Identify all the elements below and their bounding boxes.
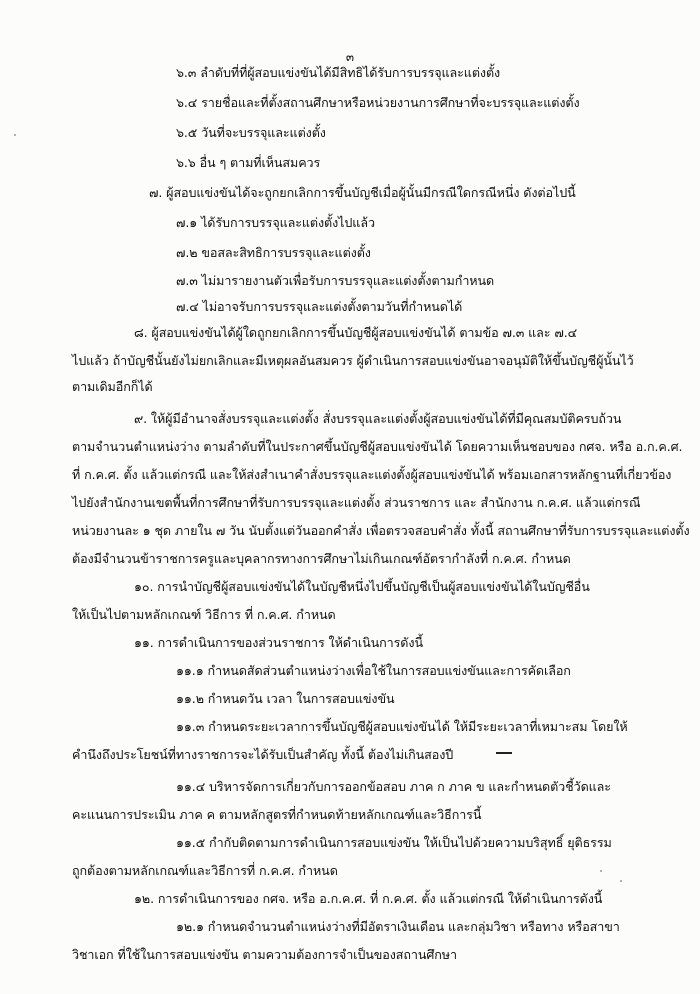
scan-speck [620, 880, 622, 882]
text-line: ถูกต้องตามหลักเกณฑ์และวิธีการที่ ก.ค.ศ. กำหนด [72, 863, 338, 878]
page-number: ๓ [345, 50, 355, 64]
text-line: ไปยังสำนักงานเขตพื้นที่การศึกษาที่รับการบรรจุและแต่งตั้ง ส่วนราชการ และ สำนักงาน ก.ค.ศ. แล้วแต่กรณี [72, 495, 641, 510]
text-line: ๖.๔ รายชื่อและที่ตั้งสถานศึกษาหรือหน่วยงานการศึกษาที่จะบรรจุและแต่งตั้ง [176, 95, 580, 110]
text-line: ตามเดิมอีกก็ได้ [72, 379, 153, 394]
scan-speck [14, 134, 16, 136]
text-line: ๑๒.๑ กำหนดจำนวนตำแหน่งว่างที่มีอัตราเงินเดือน และกลุ่มวิชา หรือทาง หรือสาขา [176, 919, 620, 934]
dash-mark [496, 752, 512, 754]
text-line: ๖.๓ ลำดับที่ที่ผู้สอบแข่งขันได้มีสิทธิได้รับการบรรจุและแต่งตั้ง [176, 65, 501, 80]
text-line: ให้เป็นไปตามหลักเกณฑ์ วิธีการ ที่ ก.ค.ศ. กำหนด [72, 607, 336, 622]
text-line: ๑๑.๕ กำกับติดตามการดำเนินการสอบแข่งขัน ให้เป็นไปด้วยความบริสุทธิ์ ยุติธรรม [176, 835, 612, 850]
text-line: ๑๑. การดำเนินการของส่วนราชการ ให้ดำเนินการดังนี้ [134, 635, 423, 650]
text-line: ๑๑.๑ กำหนดสัดส่วนตำแหน่งว่างเพื่อใช้ในการสอบแข่งขันและการคัดเลือก [176, 663, 571, 678]
text-line: ๗.๓ ไม่มารายงานตัวเพื่อรับการบรรจุและแต่งตั้งตามกำหนด [176, 273, 495, 288]
text-line: ๑๑.๔ บริหารจัดการเกี่ยวกับการออกข้อสอบ ภาค ก ภาค ข และกำหนดตัวชี้วัดและ [176, 779, 611, 794]
text-line: ที่ ก.ค.ศ. ตั้ง แล้วแต่กรณี และให้ส่งสำเนาคำสั่งบรรจุและแต่งตั้งผู้สอบแข่งขันได้ พร้อมเอกสารหลักฐานที่เกี่ยวข้อง [72, 467, 672, 482]
text-line: ตามจำนวนตำแหน่งว่าง ตามลำดับที่ในประกาศขึ้นบัญชีผู้สอบแข่งขันได้ โดยความเห็นชอบของ กศจ. หรือ อ.ก.ค.ศ. [72, 439, 683, 454]
text-line: ๘. ผู้สอบแข่งขันได้ผู้ใดถูกยกเลิกการขึ้นบัญชีผู้สอบแข่งขันได้ ตามข้อ ๗.๓ และ ๗.๔ [134, 325, 578, 340]
text-line: ๑๒. การดำเนินการของ กศจ. หรือ อ.ก.ค.ศ. ที่ ก.ค.ศ. ตั้ง แล้วแต่กรณี ให้ดำเนินการดังนี้ [134, 891, 603, 906]
text-line: ๗.๒ ขอสละสิทธิการบรรจุและแต่งตั้ง [176, 245, 371, 260]
text-line: ๖.๕ วันที่จะบรรจุและแต่งตั้ง [176, 125, 326, 140]
text-line: วิชาเอก ที่ใช้ในการสอบแข่งขัน ตามความต้องการจำเป็นของสถานศึกษา [72, 947, 457, 962]
text-line: ๑๑.๓ กำหนดระยะเวลาการขึ้นบัญชีผู้สอบแข่งขันได้ ให้มีระยะเวลาที่เหมาะสม โดยให้ [176, 719, 628, 734]
text-line: ๗.๔ ไม่อาจรับการบรรจุและแต่งตั้งตามวันที่กำหนดได้ [176, 299, 463, 314]
scan-speck [600, 870, 602, 872]
text-line: หน่วยงานละ ๑ ชุด ภายใน ๗ วัน นับตั้งแต่วันออกคำสั่ง เพื่อตรวจสอบคำสั่ง ทั้งนี้ สถานศึกษาที่รับการบรรจุและแต่งตั้ง [72, 523, 690, 538]
text-line: ๑๑.๒ กำหนดวัน เวลา ในการสอบแข่งขัน [176, 691, 395, 706]
text-line: ๙. ให้ผู้มีอำนาจสั่งบรรจุและแต่งตั้ง สั่งบรรจุและแต่งตั้งผู้สอบแข่งขันได้ที่มีคุณสมบัติครบถ้วน [134, 411, 622, 426]
text-line: ๗. ผู้สอบแข่งขันได้จะถูกยกเลิกการขึ้นบัญชีเมื่อผู้นั้นมีกรณีใดกรณีหนึ่ง ดังต่อไปนี้ [149, 185, 576, 200]
text-line: คะแนนการประเมิน ภาค ค ตามหลักสูตรที่กำหนดท้ายหลักเกณฑ์และวิธีการนี้ [72, 807, 482, 822]
text-line: ต้องมีจำนวนข้าราชการครูและบุคลากรทางการศึกษาไม่เกินเกณฑ์อัตรากำลังที่ ก.ค.ศ. กำหนด [72, 551, 571, 566]
text-line: ๑๐. การนำบัญชีผู้สอบแข่งขันได้ในบัญชีหนึ่งไปขึ้นบัญชีเป็นผู้สอบแข่งขันได้ในบัญชีอื่น [134, 579, 590, 594]
text-line: ไปแล้ว ถ้าบัญชีนั้นยังไม่ยกเลิกและมีเหตุผลอันสมควร ผู้ดำเนินการสอบแข่งขันอาจอนุมัติให้ขึ้นบัญชีผู้นั้นไว้ [72, 353, 634, 368]
text-line: ๗.๑ ได้รับการบรรจุและแต่งตั้งไปแล้ว [176, 215, 375, 230]
text-line: คำนึงถึงประโยชน์ที่ทางราชการจะได้รับเป็นสำคัญ ทั้งนี้ ต้องไม่เกินสองปี [72, 747, 454, 762]
text-line: ๖.๖ อื่น ๆ ตามที่เห็นสมควร [176, 155, 321, 170]
